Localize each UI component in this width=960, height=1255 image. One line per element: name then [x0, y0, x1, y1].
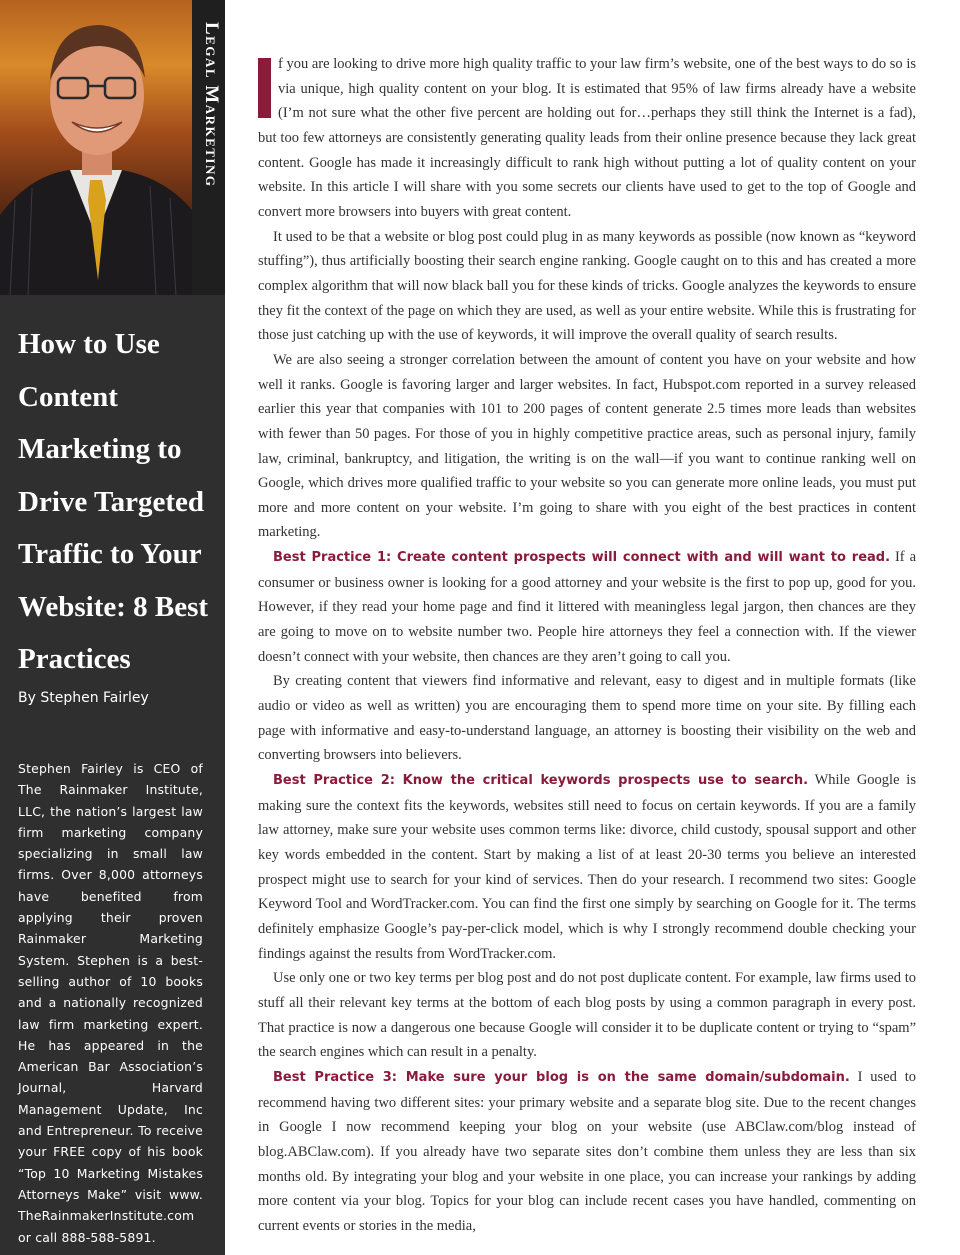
intro-text: f you are looking to drive more high quality traffic to your law firm’s website, one of the best ways to do so is via unique, high quality content on your blog. It is estimated that 95% of law firms already have a website (I’m not sure what the other five percent are holding out for…perhaps they still think the Internet is a fad), but too few attorneys are consistently generating quality leads from their online presence because they lack great content. Google has made it increasingly difficult to rank high without putting a lot of quality content on your website. In this article I will share with you some secrets our clients have used to get to the top of Google and convert more browsers into buyers with great content.: [258, 56, 916, 220]
paragraph: Use only one or two key terms per blog post and do not post duplicate content. For example, law firms used to stuff all their relevant key terms at the bottom of each blog posts by using a common paragraph in every post. That practice is now a dangerous one because Google will consider it to be duplicate content or trying to “spam” the search engines which can result in a penalty.: [258, 970, 916, 1061]
sidebar: [0, 0, 225, 1255]
best-practice-1-title: Best Practice 1: Create content prospects will connect with and will want to read.: [273, 550, 891, 566]
paragraph-intro: [258, 52, 916, 225]
section-label: Legal Marketing: [201, 22, 222, 188]
drop-cap: [258, 58, 271, 118]
author-bio: Stephen Fairley is CEO of The Rainmaker Institute, LLC, the nation’s largest law firm marketing company specializing in small law firms. Over 8,000 attorneys have benefited from applying their proven Rainmaker Marketing System. Stephen is a best-selling author of 10 books and a nationally recognized law firm marketing expert. He has appeared in the American Bar Association’s Journal, Harvard Management Update, Inc and Entrepreneur. To receive your FREE copy of his book “Top 10 Marketing Mistakes Attorneys Make” visit www. TheRainmakerInstitute.com or call 888-588-5891.: [18, 761, 203, 1245]
best-practice-3-text: I used to recommend having two different sites: your primary website and a separate blog site. Due to the recent changes in Google I now recommend keeping your blog on your website (use ABClaw.com/blog instead of blog.ABClaw.com). If you already have two separate sites don’t combine them unless they are less than six months old. By integrating your blog and your website in one place, you can increase your rankings by adding more content via your blog. Topics for your blog can include recent cases you have handled, commenting on current events or stories in the media,: [258, 1068, 916, 1234]
paragraph-best-practice-2: [258, 768, 916, 966]
best-practice-1-text: If a consumer or business owner is looking for a good attorney and your website is the first to pop up, good for you. However, if they read your home page and find it littered with meaningless legal jargon, then chances are they are going to move on to website number two. People hire attorneys they feel a connection with. If the viewer doesn’t connect with your website, then chances are they aren’t going to call you.: [258, 549, 917, 665]
paragraph: By creating content that viewers find informative and relevant, easy to digest and in multiple formats (like audio or video as well as written) you are encouraging them to spend more time on your site. By filling each page with informative and easy-to-understand language, an attorney is boosting their visibility on the web and converting browsers into believers.: [258, 673, 916, 764]
article-headline: How to Use Content Marketing to Drive Targeted Traffic to Your Website: 8 Best Practices: [18, 328, 209, 675]
author-portrait-icon: [0, 0, 192, 295]
byline: By Stephen Fairley: [18, 690, 149, 706]
best-practice-2-text: While Google is making sure the context fits the keywords, websites still need to focus on certain keywords. If you are a family law attorney, make sure your website uses common terms like: divorce, child custody, spousal support and other key words embedded in the content. Start by making a list of at least 20-30 terms you believe an interested prospect might use to search for your kind of services. Then do your research. I recommend two sites: Google Keyword Tool and WordTracker.com. You can find the first one simply by searching on Google for it. The terms definitely emphasize Google’s pay-per-click model, which is why I strongly recommend double checking your findings against the results from WordTracker.com.: [258, 772, 916, 962]
best-practice-3-title: Best Practice 3: Make sure your blog is on the same domain/subdomain.: [273, 1069, 850, 1085]
best-practice-2-title: Best Practice 2: Know the critical keywords prospects use to search.: [273, 773, 809, 789]
paragraph: We are also seeing a stronger correlation between the amount of content you have on your website and how well it ranks. Google is favoring larger and larger websites. In fact, Hubspot.com reported in a survey released earlier this year that companies with 101 to 200 pages of content generate 2.5 times more leads than websites with fewer than 50 pages. For those of you in highly competitive practice areas, such as personal injury, family law, criminal, bankruptcy, and litigation, the writing is on the wall—if you want to continue ranking well on Google, which drives more qualified traffic to your website so you can generate more online leads, you must put more and more content on your website. I’m going to share with you eight of the best practices in content marketing.: [258, 351, 916, 541]
paragraph: It used to be that a website or blog post could plug in as many keywords as possible (now known as “keyword stuffing”), thus artificially boosting their search engine ranking. Google caught on to this and has created a more complex algorithm that will now black ball you for these kinds of tricks. Google analyzes the keywords to ensure they fit the context of the page on which they are used, as well as your entire website. While this is frustrating for those just catching up with the use of keywords, it will improve the overall quality of search results.: [258, 228, 916, 344]
paragraph-best-practice-3: [258, 1065, 916, 1239]
article-body: [258, 52, 916, 1239]
author-photo: [0, 0, 192, 295]
paragraph-best-practice-1: [258, 545, 916, 669]
